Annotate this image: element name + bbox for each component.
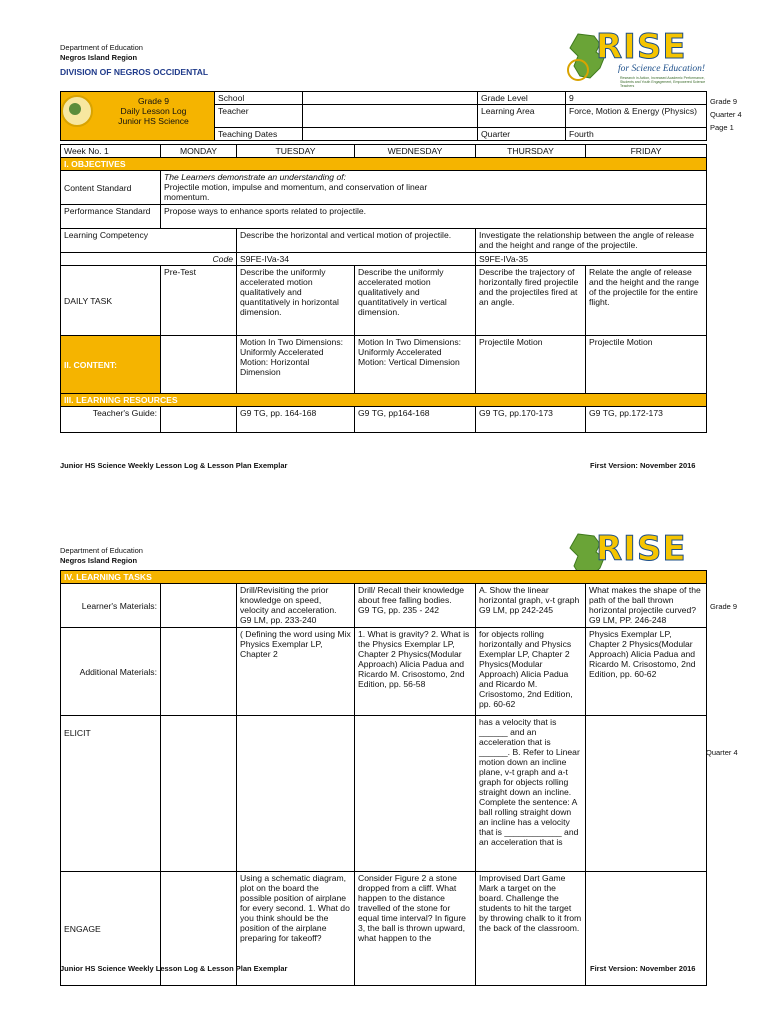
teaching-dates-label: Teaching Dates bbox=[215, 128, 303, 141]
engage-thursday: Improvised Dart Game Mark a target on the board. Challenge the students to hit the target by throwing chalk to it from the back of the classroom. bbox=[476, 872, 586, 986]
daily-task-wednesday: Describe the uniformly accelerated motion qualitatively and quantitatively in vertical dimension. bbox=[355, 266, 476, 336]
week-number: Week No. 1 bbox=[61, 145, 161, 158]
dept-name: Department of Education bbox=[60, 43, 143, 52]
side-grade: Grade 9 bbox=[710, 97, 738, 106]
day-monday: MONDAY bbox=[161, 145, 237, 158]
learning-tasks-heading: IV. LEARNING TASKS bbox=[61, 571, 707, 584]
elicit-thursday: has a velocity that is ______ and an acceleration that is ______. B. Refer to Linear motion down an incline plane, v-t graph and a-t graph for objects rolling straight down an incline. Complete the sentence: A ball rolling straight down an incline has a velocity that is ____________ and an acceleration that is bbox=[476, 716, 586, 872]
page2-rise-logo-word: RISE bbox=[596, 529, 687, 569]
code-a: S9FE-IVa-34 bbox=[237, 253, 476, 266]
teacher-label: Teacher bbox=[215, 105, 303, 128]
code-label: Code bbox=[61, 253, 237, 266]
content-friday: Projectile Motion bbox=[586, 336, 707, 394]
rise-logo bbox=[560, 27, 710, 88]
code-b: S9FE-IVa-35 bbox=[476, 253, 707, 266]
learning-competency-b: Investigate the relationship between the angle of release and the height and range of the projectile. bbox=[476, 229, 707, 253]
day-friday: FRIDAY bbox=[586, 145, 707, 158]
school-value bbox=[303, 92, 478, 105]
engage-tuesday: Using a schematic diagram, plot on the board the possible position of airplane for every second. 1. What do you think should be the position of the airplane preparing for takeoff? bbox=[237, 872, 355, 986]
tg-monday bbox=[161, 407, 237, 433]
elicit-wednesday bbox=[355, 716, 476, 872]
grade-title-block bbox=[61, 92, 215, 141]
content-standard-label: Content Standard bbox=[61, 171, 161, 205]
page2-region-name: Negros Island Region bbox=[60, 556, 138, 565]
log-title: Daily Lesson Log bbox=[120, 106, 187, 116]
am-monday bbox=[161, 628, 237, 716]
am-friday: Physics Exemplar LP, Chapter 2 Physics(Modular Approach) Alicia Padua and Ricardo M. Crisostomo, 2nd Edition, pp. 60-62 bbox=[586, 628, 707, 716]
am-wednesday: 1. What is gravity? 2. What is the Physics Exemplar LP, Chapter 2 Physics(Modular Approach) Alicia Padua and Ricardo M. Crisostomo, 2nd Edition, pp. 56-58 bbox=[355, 628, 476, 716]
day-wednesday: WEDNESDAY bbox=[355, 145, 476, 158]
content-standard-text: Projectile motion, impulse and momentum, and conservation of linear momentum. bbox=[164, 182, 428, 202]
daily-task-thursday: Describe the trajectory of horizontally fired projectile and the projectiles fired at an angle. bbox=[476, 266, 586, 336]
division-name: DIVISION OF NEGROS OCCIDENTAL bbox=[60, 67, 209, 77]
day-thursday: THURSDAY bbox=[476, 145, 586, 158]
lm-thursday-ref: G9 LM, pp 242-245 bbox=[479, 605, 554, 615]
rise-logo-fineprint: Research in Action, Increased Academic Performance, Students and Youth Engagement, Empowered Science Teachers bbox=[620, 76, 706, 88]
page2-dept-name: Department of Education bbox=[60, 546, 143, 555]
grade-level-label: Grade Level bbox=[478, 92, 566, 105]
content-heading: II. CONTENT: bbox=[61, 336, 161, 394]
elicit-label: ELICIT bbox=[61, 716, 161, 872]
learning-competency-label: Learning Competency bbox=[61, 229, 237, 253]
elicit-monday bbox=[161, 716, 237, 872]
lm-friday-text: What makes the shape of the path of the ball thrown horizontal projectile curved? bbox=[589, 585, 701, 615]
weekly-log-table bbox=[60, 144, 707, 433]
page2-side-quarter: Quarter 4 bbox=[706, 748, 738, 757]
teaching-dates-value bbox=[303, 128, 478, 141]
daily-task-monday: Pre-Test bbox=[161, 266, 237, 336]
lm-friday-ref: G9 LM, PP. 246-248 bbox=[589, 615, 667, 625]
lm-thursday-text: A. Show the linear horizontal graph, v-t graph bbox=[479, 585, 580, 605]
footer-left: Junior HS Science Weekly Lesson Log & Lesson Plan Exemplar bbox=[60, 461, 288, 470]
content-wednesday: Motion In Two Dimensions: Uniformly Accelerated Motion: Vertical Dimension bbox=[355, 336, 476, 394]
side-quarter: Quarter 4 bbox=[710, 110, 742, 119]
day-tuesday: TUESDAY bbox=[237, 145, 355, 158]
additional-materials-label: Additional Materials: bbox=[61, 628, 161, 716]
am-thursday: for objects rolling horizontally and Physics Exemplar LP, Chapter 2 Physics(Modular Approach) Alicia Padua and Ricardo M. Crisostomo, 2nd Edition, pp. 60-62 bbox=[476, 628, 586, 716]
content-thursday: Projectile Motion bbox=[476, 336, 586, 394]
page2-side-grade: Grade 9 bbox=[710, 602, 738, 611]
lm-wednesday-ref: G9 TG, pp. 235 - 242 bbox=[358, 605, 440, 615]
content-standard-lead: The Learners demonstrate an understanding of: bbox=[164, 172, 347, 182]
lm-tuesday bbox=[237, 584, 355, 628]
tg-thursday: G9 TG, pp.170-173 bbox=[476, 407, 586, 433]
learning-area-label: Learning Area bbox=[478, 105, 566, 128]
region-name: Negros Island Region bbox=[60, 53, 138, 62]
elicit-friday bbox=[586, 716, 707, 872]
learning-competency-a: Describe the horizontal and vertical motion of projectile. bbox=[237, 229, 476, 253]
deped-seal-icon bbox=[61, 95, 93, 127]
school-label: School bbox=[215, 92, 303, 105]
grade-level-value: 9 bbox=[566, 92, 707, 105]
quarter-label: Quarter bbox=[478, 128, 566, 141]
engage-wednesday: Consider Figure 2 a stone dropped from a cliff. What happen to the distance travelled of the stone for equal time interval? In figure 3, the ball is thrown upward, what happen to the bbox=[355, 872, 476, 986]
page2-rise-logo bbox=[560, 529, 710, 572]
performance-standard-text: Propose ways to enhance sports related to projectile. bbox=[161, 205, 707, 229]
quarter-value: Fourth bbox=[566, 128, 707, 141]
am-tuesday: ( Defining the word using Mix Physics Exemplar LP, Chapter 2 bbox=[237, 628, 355, 716]
lm-wednesday-text: Drill/ Recall their knowledge about free falling bodies. bbox=[358, 585, 465, 605]
learning-area-value: Force, Motion & Energy (Physics) bbox=[566, 105, 707, 128]
grade-label: Grade 9 bbox=[137, 96, 170, 106]
engage-label: ENGAGE bbox=[61, 872, 161, 986]
performance-standard-label: Performance Standard bbox=[61, 205, 161, 229]
side-page: Page 1 bbox=[710, 123, 734, 132]
rise-logo-tagline: for Science Education! bbox=[618, 64, 706, 74]
daily-task-label: DAILY TASK bbox=[61, 266, 161, 336]
tg-tuesday: G9 TG, pp. 164-168 bbox=[237, 407, 355, 433]
elicit-tuesday bbox=[237, 716, 355, 872]
footer-right: First Version: November 2016 bbox=[590, 461, 696, 470]
learners-materials-label: Learner's Materials: bbox=[61, 584, 161, 628]
page2-footer-left: Junior HS Science Weekly Lesson Log & Lesson Plan Exemplar bbox=[60, 964, 288, 973]
rise-logo-word: RISE bbox=[596, 27, 687, 67]
tg-wednesday: G9 TG, pp164-168 bbox=[355, 407, 476, 433]
daily-task-friday: Relate the angle of release and the height and the range of the projectile for the entire flight. bbox=[586, 266, 707, 336]
page2-footer-right: First Version: November 2016 bbox=[590, 964, 696, 973]
subject-title: Junior HS Science bbox=[118, 116, 189, 126]
tg-friday: G9 TG, pp.172-173 bbox=[586, 407, 707, 433]
lm-monday bbox=[161, 584, 237, 628]
teachers-guide-label: Teacher's Guide: bbox=[61, 407, 161, 433]
learning-tasks-table bbox=[60, 570, 707, 986]
content-monday bbox=[161, 336, 237, 394]
objectives-heading: I. OBJECTIVES bbox=[61, 158, 707, 171]
lm-tuesday-ref: G9 LM, pp. 233-240 bbox=[240, 615, 317, 625]
content-standard-cell bbox=[161, 171, 707, 205]
teacher-value bbox=[303, 105, 478, 128]
lesson-info-table bbox=[60, 91, 707, 141]
lm-wednesday bbox=[355, 584, 476, 628]
lm-friday bbox=[586, 584, 707, 628]
lm-tuesday-text: Drill/Revisiting the prior knowledge on speed, velocity and acceleration. bbox=[240, 585, 337, 615]
daily-task-tuesday: Describe the uniformly accelerated motion qualitatively and quantitatively in horizontal dimension. bbox=[237, 266, 355, 336]
content-tuesday: Motion In Two Dimensions: Uniformly Accelerated Motion: Horizontal Dimension bbox=[237, 336, 355, 394]
lm-thursday bbox=[476, 584, 586, 628]
learning-resources-heading: III. LEARNING RESOURCES bbox=[61, 394, 707, 407]
